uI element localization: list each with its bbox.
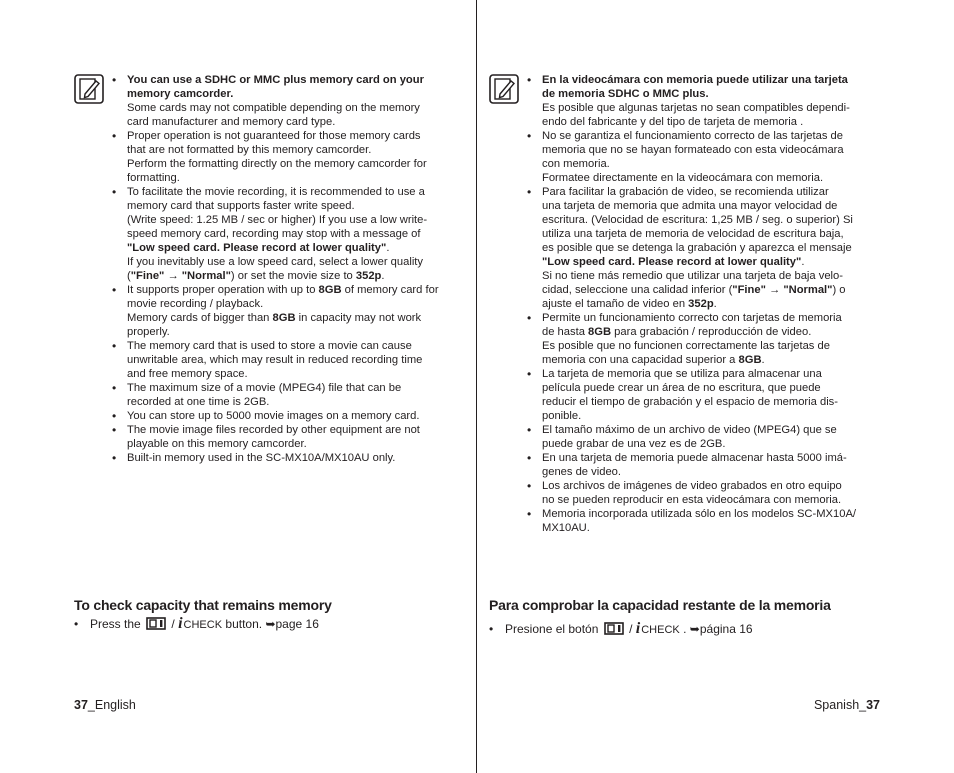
note-line [542,283,856,297]
note-text: 8GB [738,354,762,366]
note-line [542,297,856,311]
note-text: . [386,242,390,254]
note-text: . [713,298,717,310]
note-line [127,255,439,269]
right-notes-list [527,73,856,535]
note-line [127,409,439,423]
note-text: The memory card that is used to store a movie can cause [127,340,412,352]
note-text: "Low speed card. Please record at lower quality" [542,256,802,268]
note-text: in capacity may not work [295,312,422,324]
note-text: properly. [127,326,170,338]
right-section-title: Para comprobar la capacidad restante de la memoria [489,597,831,613]
note-text: ) or set the movie size to [230,270,356,282]
note-text: puede grabar de una vez es de 2GB. [542,438,726,450]
note-line [542,213,856,227]
note-line [542,143,856,157]
note-line [127,73,439,87]
note-line [542,437,856,451]
right-footer [814,698,880,712]
note-line [127,129,439,143]
note-text: 352p [688,298,714,310]
note-item [527,185,856,311]
instruction-text-after: button. [225,617,263,631]
note-line [127,171,439,185]
note-text: Perform the formatting directly on the memory camcorder for [127,158,427,170]
note-line [127,199,439,213]
left-section-title: To check capacity that remains memory [74,597,332,613]
note-text: "Normal" [181,270,231,282]
note-text: No se garantiza el funcionamiento correcto de las tarjetas de [542,130,843,142]
note-text: MX10AU. [542,522,590,534]
note-text: You can store up to 5000 movie images on a memory card. [127,410,420,422]
note-text: En una tarjeta de memoria puede almacenar hasta 5000 imá- [542,452,847,464]
note-text: and free memory space. [127,368,248,380]
note-text: "Low speed card. Please record at lower quality" [127,242,387,254]
note-pencil-icon [74,74,104,104]
note-line [542,451,856,465]
note-line [127,325,439,339]
note-item [112,381,439,409]
note-line [127,87,439,101]
note-text: una tarjeta de memoria que admita una mayor velocidad de [542,200,838,212]
note-line [542,395,856,409]
note-line [542,101,856,115]
note-text: El tamaño máximo de un archivo de video (MPEG4) que se [542,424,837,436]
note-line [542,479,856,493]
note-line [542,465,856,479]
note-text: Proper operation is not guaranteed for those memory cards [127,130,421,142]
note-line [127,269,439,283]
note-text: . [801,256,805,268]
note-line [542,269,856,283]
left-footer [74,698,136,712]
note-text: película puede crear un área de no escritura, que puede [542,382,821,394]
note-text: para grabación / reproducción de video. [611,326,812,338]
note-text: memoria que no se hayan formateado con esta videocámara [542,144,844,156]
left-section-instruction [74,615,319,633]
note-pencil-icon [489,74,519,104]
note-line [542,157,856,171]
note-text: de memoria SDHC o MMC plus. [542,88,709,100]
note-line [127,311,439,325]
note-line [542,241,856,255]
note-text: Memory cards of bigger than [127,312,273,324]
icheck-button-icon: iCHECK [178,615,223,632]
note-text: Los archivos de imágenes de video grabados en otro equipo [542,480,842,492]
note-text: It supports proper operation with up to [127,284,319,296]
note-text: escritura. (Velocidad de escritura: 1,25 MB / seg. o superior) Si [542,214,853,226]
note-line [127,241,439,255]
note-item [112,409,439,423]
note-line [127,353,439,367]
note-text: that are not formatted by this memory camcorder. [127,144,372,156]
note-item [527,73,856,129]
note-item [112,185,439,283]
note-text: You can use a SDHC or MMC plus memory card on your [127,74,424,86]
display-button-icon [604,622,624,638]
instruction-text: Press the [90,617,141,631]
note-line [127,367,439,381]
note-line [127,451,439,465]
note-item [527,129,856,185]
note-text: ( [127,270,131,282]
note-line [127,339,439,353]
right-section-instruction [489,620,753,638]
note-line [542,199,856,213]
icheck-label: CHECK [641,624,680,636]
note-line [542,115,856,129]
note-text: Es posible que algunas tarjetas no sean compatibles dependi- [542,102,850,114]
note-line [542,325,856,339]
page-ref: page 16 [275,617,319,631]
note-text: Built-in memory used in the SC-MX10A/MX10AU only. [127,452,396,464]
icheck-button-icon: iCHECK [635,620,680,637]
note-text: 8GB [272,312,296,324]
display-button-icon [146,617,166,633]
note-text: . [381,270,385,282]
page-divider [476,0,477,773]
note-text: Memoria incorporada utilizada sólo en los modelos SC-MX10A/ [542,508,857,520]
note-text: 352p [355,270,382,282]
note-text: "Normal" [783,284,833,296]
note-text: Si no tiene más remedio que utilizar una tarjeta de baja velo- [542,270,843,282]
note-text: con memoria. [542,158,610,170]
note-text: ponible. [542,410,582,422]
note-text: Formatee directamente en la videocámara con memoria. [542,172,824,184]
page-ref-arrow-icon: ➥ [689,622,700,636]
note-line [542,521,856,535]
note-text: "Fine" [732,284,766,296]
bullet-icon: • [489,622,494,636]
note-text: . [761,354,765,366]
note-text: La tarjeta de memoria que se utiliza para almacenar una [542,368,822,380]
note-text: memory card that supports faster write speed. [127,200,355,212]
note-line [127,437,439,451]
note-text: endo del fabricante y del tipo de tarjeta de memoria . [542,116,804,128]
note-line [542,367,856,381]
note-line [542,87,856,101]
note-item [527,451,856,479]
note-line [127,423,439,437]
note-text: Permite un funcionamiento correcto con tarjetas de memoria [542,312,842,324]
note-text: formatting. [127,172,180,184]
note-text: memoria con una capacidad superior a [542,354,739,366]
slash: / [629,622,633,636]
note-line [127,213,439,227]
note-text: ajuste el tamaño de video en [542,298,689,310]
note-text: 8GB [318,284,342,296]
note-item [527,507,856,535]
note-text: unwritable area, which may result in reduced recording time [127,354,423,366]
note-line [127,297,439,311]
note-text: 8GB [588,326,612,338]
note-line [542,381,856,395]
note-line [542,493,856,507]
footer-language: Spanish_ [813,698,867,712]
note-text: The movie image files recorded by other equipment are not [127,424,420,436]
note-line [542,409,856,423]
note-line [542,339,856,353]
note-item [112,423,439,451]
note-text: The maximum size of a movie (MPEG4) file that can be [127,382,402,394]
note-text: recorded at one time is 2GB. [127,396,270,408]
note-line [127,157,439,171]
note-line [542,311,856,325]
note-line [127,185,439,199]
note-text: En la videocámara con memoria puede utilizar una tarjeta [542,74,848,86]
note-line [542,353,856,367]
note-line [127,143,439,157]
note-text: memory camcorder. [127,88,234,100]
note-line [542,185,856,199]
note-item [527,479,856,507]
note-item [527,423,856,451]
note-text: ) o [832,284,846,296]
note-line [127,395,439,409]
instruction-text: Presione el botón [505,622,599,636]
note-line [127,115,439,129]
note-text: de hasta [542,326,589,338]
note-text: movie recording / playback. [127,298,264,310]
note-line [127,381,439,395]
slash: / [171,617,175,631]
note-text: of memory card for [341,284,439,296]
note-line [542,227,856,241]
page-number: 37 [866,698,880,712]
note-text: Para facilitar la grabación de video, se recomienda utilizar [542,186,829,198]
footer-language: _English [87,698,136,712]
note-line [127,227,439,241]
note-item [527,367,856,423]
note-text: speed memory card, recording may stop with a message of [127,228,421,240]
note-text: utiliza una tarjeta de memoria de velocidad de escritura baja, [542,228,844,240]
note-text: → [765,284,784,296]
note-line [127,101,439,115]
note-text: Some cards may not compatible depending on the memory [127,102,420,114]
note-line [542,423,856,437]
note-item [112,339,439,381]
note-text: playable on this memory camcorder. [127,438,307,450]
page-ref: página 16 [699,622,753,636]
note-text: (Write speed: 1.25 MB / sec or higher) If you use a low write- [127,214,428,226]
instruction-text-after: . [683,622,687,636]
note-item [112,283,439,339]
bullet-icon: • [74,617,79,631]
note-text: → [164,270,182,282]
note-text: Es posible que no funcionen correctamente las tarjetas de [542,340,830,352]
note-line [542,171,856,185]
note-line [542,255,856,269]
note-text: no se pueden reproducir en esta videocámara con memoria. [542,494,842,506]
left-notes-list [112,73,439,465]
note-text: If you inevitably use a low speed card, select a lower quality [127,256,424,268]
note-text: card manufacturer and memory card type. [127,116,336,128]
note-line [127,283,439,297]
note-text: es posible que se detenga la grabación y aparezca el mensaje [542,242,852,254]
note-line [542,73,856,87]
note-item [112,451,439,465]
note-text: cidad, seleccione una calidad inferior ( [542,284,733,296]
note-item [112,129,439,185]
note-line [542,129,856,143]
page-ref-arrow-icon: ➥ [265,617,276,631]
note-item [112,73,439,129]
icheck-label: CHECK [183,619,223,631]
note-text: To facilitate the movie recording, it is recommended to use a [127,186,425,198]
note-text: reducir el tiempo de grabación y el espacio de memoria dis- [542,396,838,408]
note-text: genes de video. [542,466,621,478]
page-number: 37 [74,698,88,712]
note-line [542,507,856,521]
note-text: "Fine" [130,270,165,282]
note-item [527,311,856,367]
